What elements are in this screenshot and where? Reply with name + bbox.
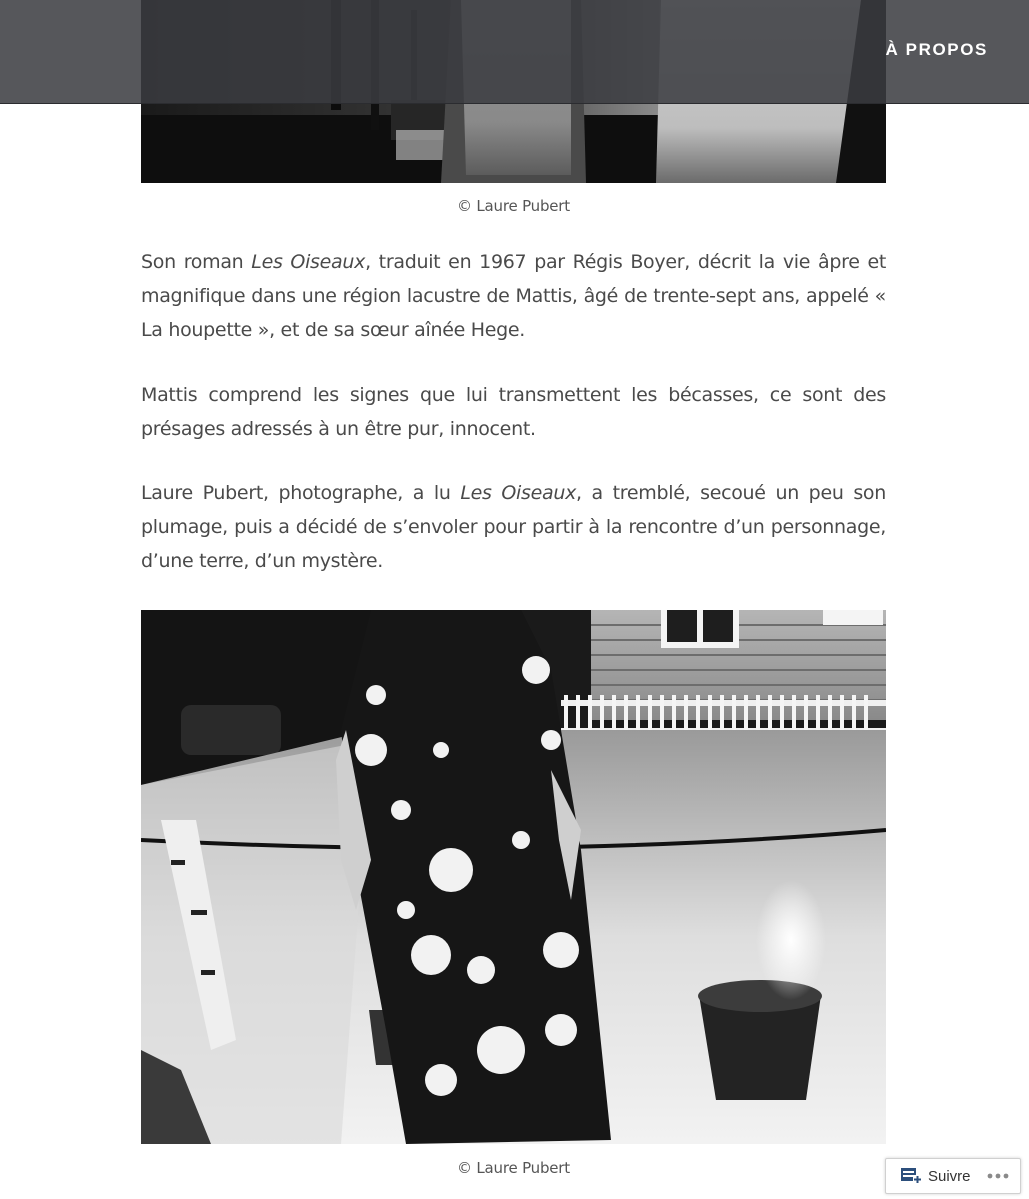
follow-reader-icon bbox=[900, 1167, 922, 1185]
paragraph-text: , a tremblé, secoué un peu son plumage, puis a décidé de s’envoler pour partir à la rencontre d’un personnage, d’une terre, d’un mystère. bbox=[141, 482, 886, 572]
book-title: Les Oiseaux bbox=[251, 251, 366, 273]
paragraph-text: Son roman bbox=[141, 251, 252, 273]
follow-label: Suivre bbox=[928, 1167, 971, 1185]
article-paragraph bbox=[141, 476, 886, 578]
ellipsis-icon bbox=[987, 1173, 1009, 1179]
more-options-button[interactable] bbox=[984, 1159, 1012, 1193]
article-paragraph bbox=[141, 245, 886, 347]
photo-woman-floral-dress bbox=[141, 610, 886, 1144]
photo-caption: © Laure Pubert bbox=[457, 197, 570, 215]
site-header bbox=[0, 0, 1029, 104]
nav-about-link[interactable]: À PROPOS bbox=[885, 40, 988, 59]
follow-widget bbox=[885, 1158, 1021, 1194]
paragraph-text: , traduit en 1967 par Régis Boyer, décrit la vie âpre et magnifique dans une région lacustre de Mattis, âgé de trente-sept ans, appelé « La houpette », et de sa sœur aînée Hege. bbox=[141, 251, 886, 341]
photo-caption: © Laure Pubert bbox=[457, 1159, 570, 1177]
follow-button[interactable] bbox=[886, 1159, 983, 1193]
article-paragraph: Mattis comprend les signes que lui transmettent les bécasses, ce sont des présages adressés à un être pur, innocent. bbox=[141, 384, 886, 440]
book-title: Les Oiseaux bbox=[460, 482, 577, 504]
paragraph-text: Laure Pubert, photographe, a lu bbox=[141, 482, 461, 504]
